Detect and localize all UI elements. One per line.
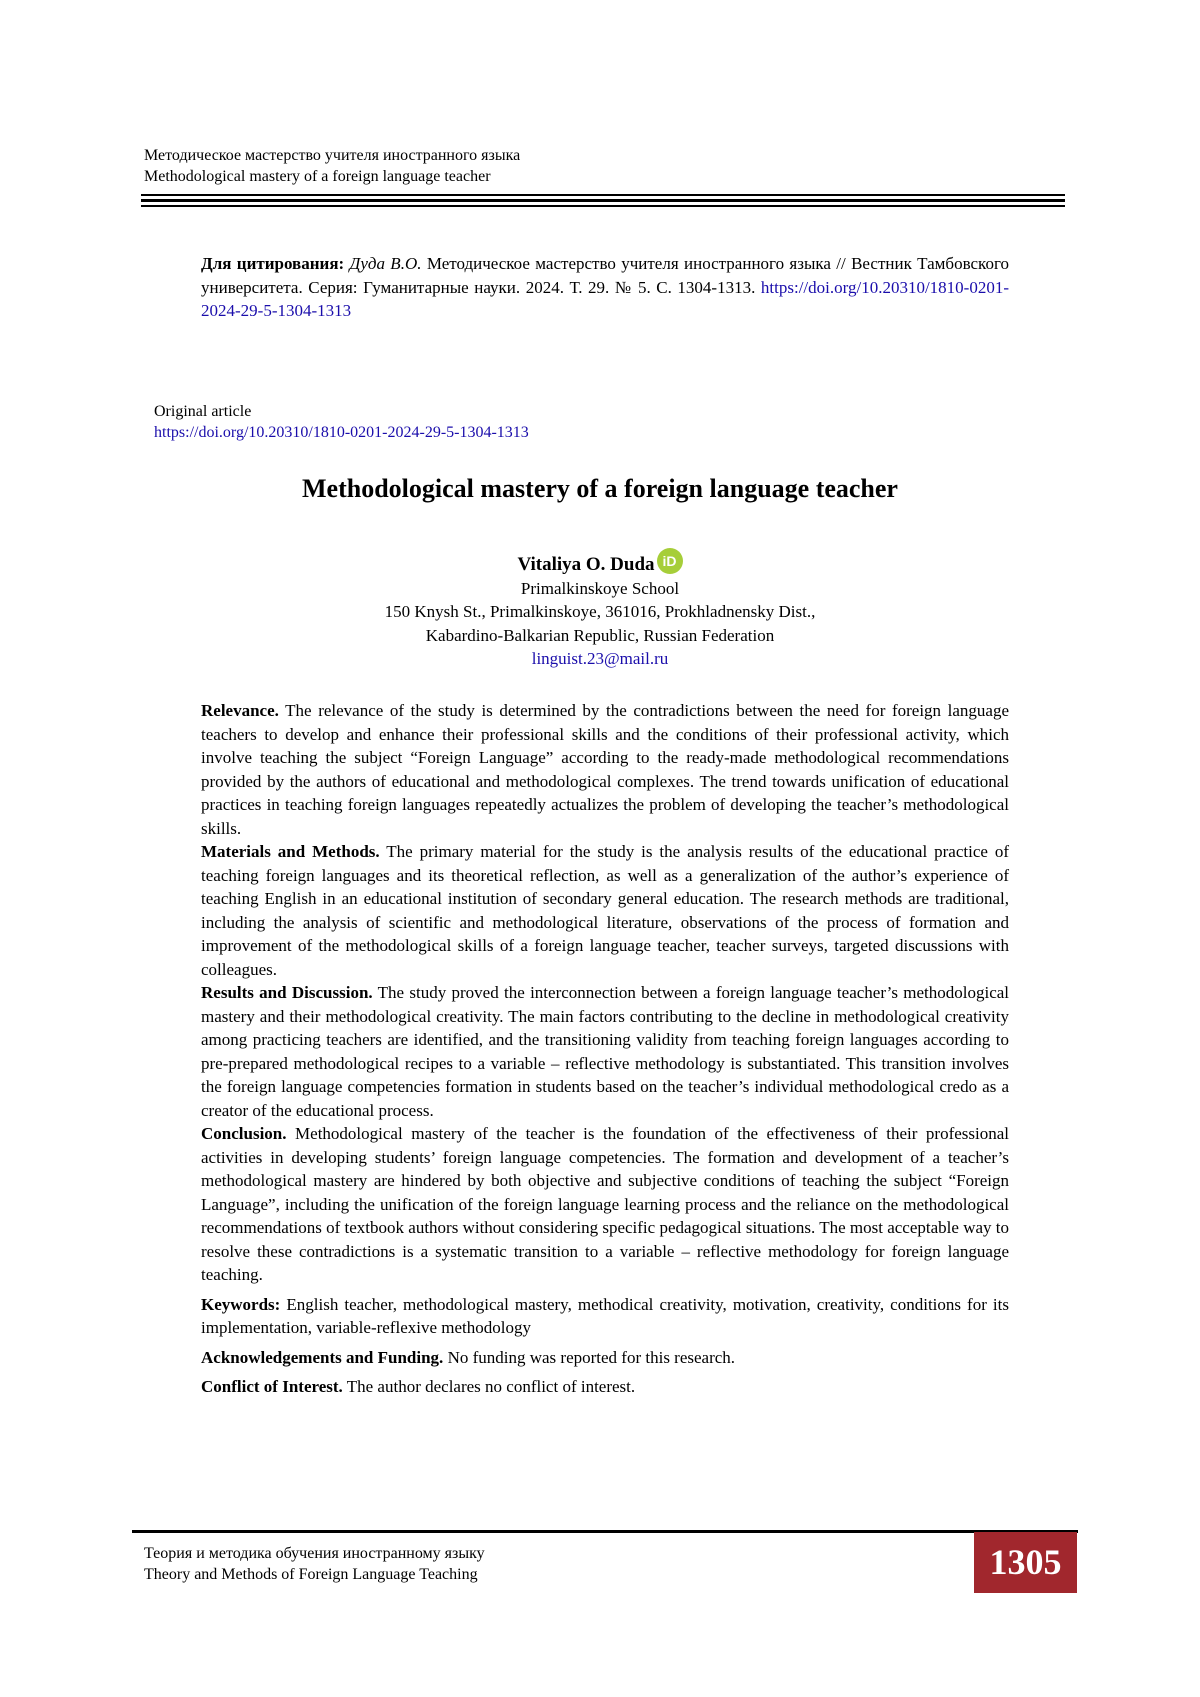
citation-block [201, 252, 1009, 323]
header-rule-2 [141, 199, 1065, 202]
keywords-label: Keywords: [201, 1294, 281, 1314]
abstract-relevance [201, 699, 1009, 840]
citation-author: Дуда В.О. [349, 254, 422, 273]
footer-rule [132, 1530, 1078, 1533]
conflict-label: Conflict of Interest. [201, 1377, 343, 1396]
running-header [144, 145, 520, 187]
article-title: Methodological mastery of a foreign language teacher [302, 474, 898, 503]
abstract-materials [201, 840, 1009, 981]
header-rule-1 [141, 194, 1065, 196]
funding-label: Acknowledgements and Funding. [201, 1347, 444, 1367]
results-label: Results and Discussion. [201, 983, 373, 1002]
abstract-conflict [201, 1375, 1009, 1399]
relevance-label: Relevance. [201, 701, 279, 720]
conclusion-text: Methodological mastery of the teacher is the foundation of the effectiveness of their professional activities in developing students’ foreign language competencies. The formation and development of a teacher’s methodological mastery are hindered by both objective and subjective conditions of teaching the subject “Foreign Language”, including the unification of the foreign language learning process and the reliance on the methodological recommendations of textbook authors without considering specific pedagogical situations. The most acceptable way to resolve these contradictions is a systematic transition to a variable – reflective methodology for foreign language teaching. [201, 1124, 1009, 1284]
author-name: Vitaliya O. Duda [517, 554, 655, 575]
citation-text: Методическое мастерство учителя иностранного языка // Вестник Тамбовского университета. Серия: Гуманитарные науки. 2024. Т. 29. № 5. С. 1304-1313. [201, 254, 1010, 297]
article-meta [154, 401, 529, 443]
relevance-text: The relevance of the study is determined by the contradictions between the need for foreign language teachers to develop and enhance their professional skills and the conditions of their professional activity, which involve teaching the subject “Foreign Language” according to the ready-made methodological recommendations provided by the authors of educational and methodological complexes. The trend towards unification of educational practices in teaching foreign languages repeatedly actualizes the problem of developing the teacher’s methodological skills. [201, 701, 1009, 838]
citation-label: Для цитирования: [201, 254, 345, 273]
abstract-keywords [201, 1293, 1009, 1340]
abstract-results [201, 981, 1009, 1122]
funding-text: No funding was reported for this research. [443, 1347, 736, 1367]
author-address-line-1: 150 Knysh St., Primalkinskoye, 361016, Prokhladnensky Dist., [384, 602, 816, 621]
orcid-icon[interactable]: iD [657, 548, 683, 574]
conclusion-label: Conclusion. [201, 1124, 287, 1143]
running-footer [144, 1543, 485, 1585]
running-footer-en: Theory and Methods of Foreign Language Teaching [144, 1566, 478, 1583]
header-rules [141, 194, 1065, 207]
conflict-text: The author declares no conflict of interest. [342, 1377, 636, 1396]
article-type: Original article [154, 403, 252, 420]
article-doi-link[interactable]: https://doi.org/10.20310/1810-0201-2024-29-5-1304-1313 [154, 424, 529, 441]
running-header-en: Methodological mastery of a foreign language teacher [144, 168, 491, 185]
keywords-text: English teacher, methodological mastery, methodical creativity, motivation, creativity, conditions for its implementation, variable-reflexive methodology [201, 1294, 1009, 1337]
materials-text: The primary material for the study is the analysis results of the educational practice of teaching foreign languages and its theoretical reflection, as well as a generalization of the author’s experience of teaching English in an educational institution of secondary general education. The research methods are traditional, including the analysis of scientific and methodological literature, observations of the process of formation and improvement of the methodological skills of a foreign language teacher, teacher surveys, targeted discussions with colleagues. [201, 842, 1009, 979]
author-line [0, 548, 1200, 577]
abstract-conclusion [201, 1122, 1009, 1287]
author-block [0, 548, 1200, 671]
header-rule-3 [141, 205, 1065, 207]
author-email-link[interactable]: linguist.23@mail.ru [531, 649, 669, 668]
abstract [201, 699, 1009, 1399]
author-affiliation: Primalkinskoye School [520, 578, 680, 598]
page-number: 1305 [974, 1532, 1077, 1593]
author-address-line-2: Kabardino-Balkarian Republic, Russian Federation [425, 625, 775, 645]
materials-label: Materials and Methods. [201, 842, 380, 861]
abstract-funding [201, 1346, 1009, 1370]
results-text: The study proved the interconnection between a foreign language teacher’s methodological mastery and their methodological creativity. The main factors contributing to the decline in methodological creativity among practicing teachers are identified, and the transitioning validity from teaching foreign languages according to pre-prepared methodological recipes to a variable – reflective methodology is substantiated. This transition involves the foreign language competencies formation in students based on the teacher’s individual methodological credo as a creator of the educational process. [201, 983, 1010, 1120]
running-header-ru: Методическое мастерство учителя иностранного языка [144, 147, 521, 164]
running-footer-ru: Теория и методика обучения иностранному языку [144, 1545, 485, 1562]
citation-doi-link[interactable]: https://doi.org/10.20310/1810-0201-2024-29-5-1304-1313 [201, 277, 1009, 320]
